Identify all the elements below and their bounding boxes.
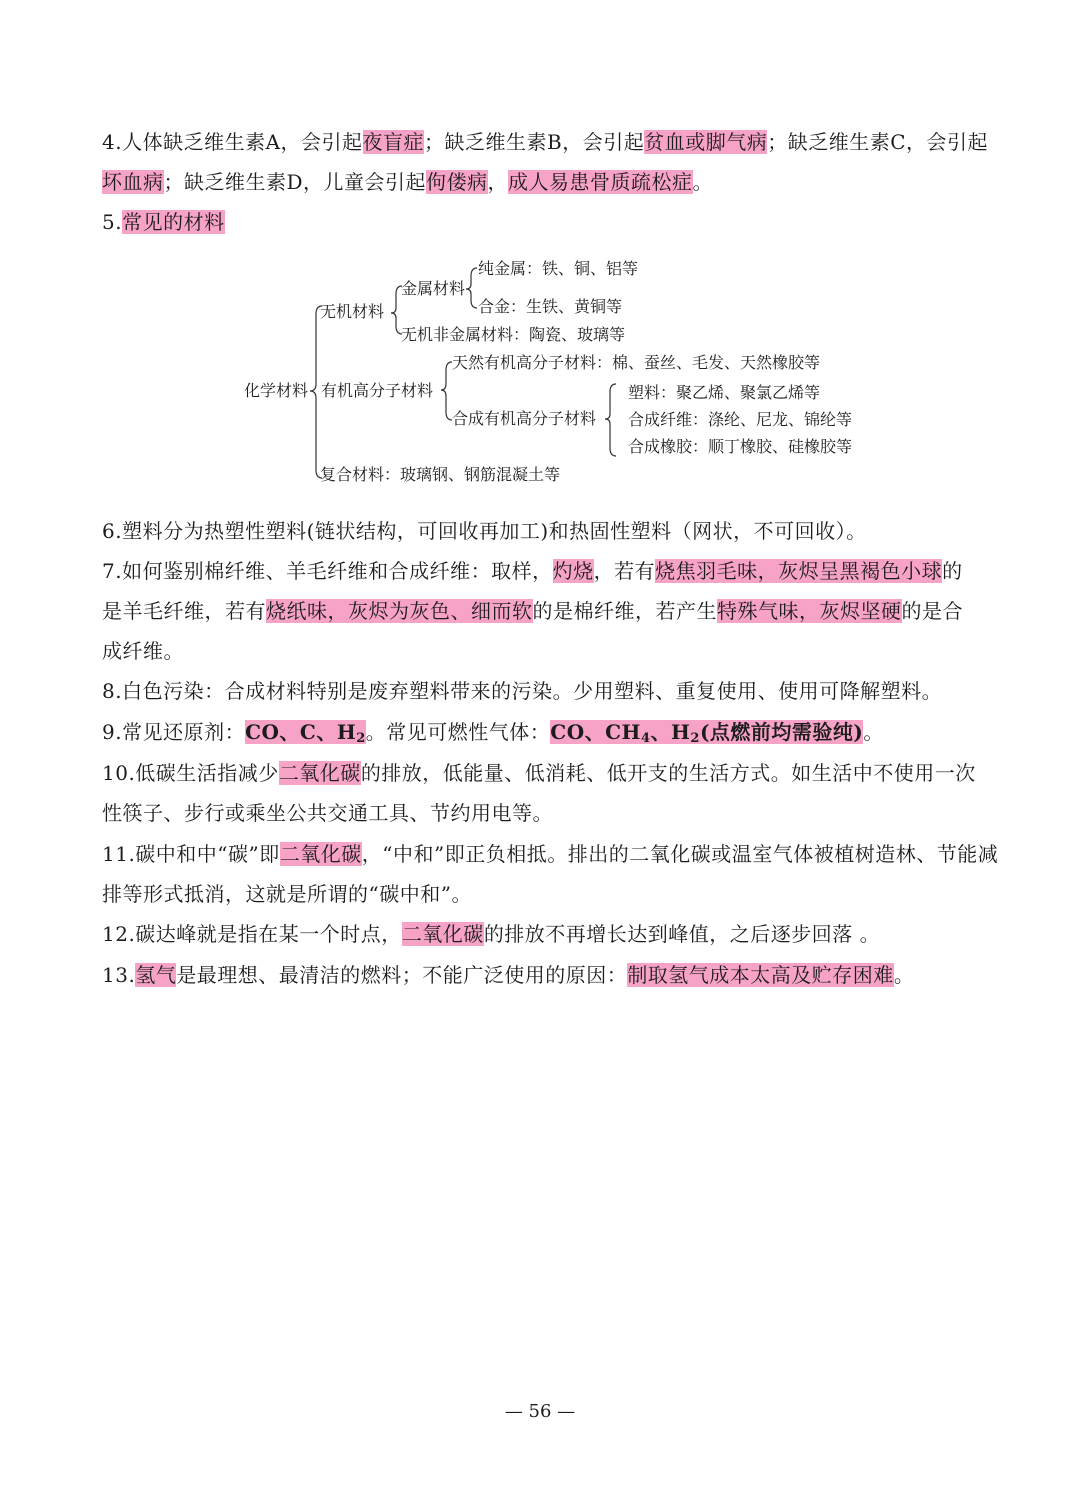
highlight: 特殊气味，灰烬坚硬 (717, 599, 902, 623)
highlight: 二氧化碳 (278, 761, 361, 785)
highlight: 灼烧 (552, 559, 594, 583)
highlight: 氢气 (135, 963, 177, 987)
item7-line2: 是羊毛纤维，若有烧纸味，灰烬为灰色、细而软的是棉纤维，若产生特殊气味，灰烬坚硬的是合 (102, 599, 963, 623)
highlight: 成人易患骨质疏松症 (508, 170, 693, 194)
tree-plastic: 塑料：聚乙烯、聚氯乙烯等 (628, 383, 821, 402)
highlight: 烧纸味，灰烬为灰色、细而软 (266, 599, 533, 623)
tree-inorganic: 无机材料 (320, 302, 385, 321)
item12-line: 12.碳达峰就是指在某一个时点，二氧化碳的排放不再增长达到峰值，之后逐步回落 。 (102, 922, 881, 946)
item6-line: 6.塑料分为热塑性塑料(链状结构，可回收再加工)和热固性塑料（网状，不可回收）。 (102, 519, 867, 543)
item11-line1: 11.碳中和中“碳”即二氧化碳，“中和”即正负相抵。排出的二氧化碳或温室气体被植树造林、节能减 (102, 842, 999, 866)
item5-heading: 5.常见的材料 (102, 210, 225, 234)
tree-composite: 复合材料：玻璃钢、钢筋混凝土等 (320, 465, 561, 484)
tree-rubber: 合成橡胶：顺丁橡胶、硅橡胶等 (628, 437, 853, 456)
tree-alloy: 合金：生铁、黄铜等 (478, 297, 623, 316)
tree-root: 化学材料 (244, 381, 309, 400)
page-number: — 56 — (504, 1401, 576, 1422)
highlight: CO、$CH_4$、$H_2$(点燃前均需验纯) (550, 720, 864, 746)
highlight: 坏血病 (102, 170, 164, 194)
item7-line3: 成纤维。 (102, 639, 184, 663)
tree-organic: 有机高分子材料 (321, 381, 434, 400)
tree-synthetic: 合成有机高分子材料 (452, 409, 597, 428)
highlight: 常见的材料 (122, 210, 225, 234)
highlight: CO、C、$H_2$ (245, 720, 366, 746)
item7-line1: 7.如何鉴别棉纤维、羊毛纤维和合成纤维：取样，灼烧，若有烧焦羽毛味，灰烬呈黑褐色小球的 (102, 559, 963, 583)
highlight: 贫血或脚气病 (644, 130, 768, 154)
item11-line2: 排等形式抵消，这就是所谓的“碳中和”。 (102, 882, 472, 906)
highlight: 二氧化碳 (279, 842, 362, 866)
tree-nonmetal: 无机非金属材料：陶瓷、玻璃等 (401, 325, 626, 344)
tree-metal: 金属材料 (401, 279, 466, 298)
item13-line: 13.氢气是最理想、最清洁的燃料；不能广泛使用的原因：制取氢气成本太高及贮存困难。 (102, 963, 915, 987)
item4-line1: 4.人体缺乏维生素A，会引起夜盲症；缺乏维生素B，会引起贫血或脚气病；缺乏维生素C，会引起 (102, 130, 989, 154)
highlight: 二氧化碳 (401, 922, 484, 946)
item10-line2: 性筷子、步行或乘坐公共交通工具、节约用电等。 (102, 801, 553, 825)
highlight: 夜盲症 (362, 130, 425, 154)
highlight: 佝偻病 (426, 170, 488, 194)
item9-line: 9.常见还原剂：CO、C、$H_2$。常见可燃性气体：CO、$CH_4$、$H_2$(点燃前均需验纯)。 (102, 720, 884, 746)
tree-natural: 天然有机高分子材料：棉、蚕丝、毛发、天然橡胶等 (452, 353, 821, 372)
item8-line: 8.白色污染：合成材料特别是废弃塑料带来的污染。少用塑料、重复使用、使用可降解塑料。 (102, 679, 943, 703)
item4-line2: 坏血病；缺乏维生素D，儿童会引起佝偻病，成人易患骨质疏松症。 (102, 170, 714, 194)
highlight: 烧焦羽毛味，灰烬呈黑褐色小球 (655, 559, 943, 583)
highlight: 制取氢气成本太高及贮存困难 (627, 963, 894, 987)
item10-line1: 10.低碳生活指减少二氧化碳的排放，低能量、低消耗、低开支的生活方式。如生活中不使用一次 (102, 761, 976, 785)
tree-pure-metal: 纯金属：铁、铜、铝等 (478, 259, 639, 278)
tree-fiber: 合成纤维：涤纶、尼龙、锦纶等 (628, 410, 853, 429)
